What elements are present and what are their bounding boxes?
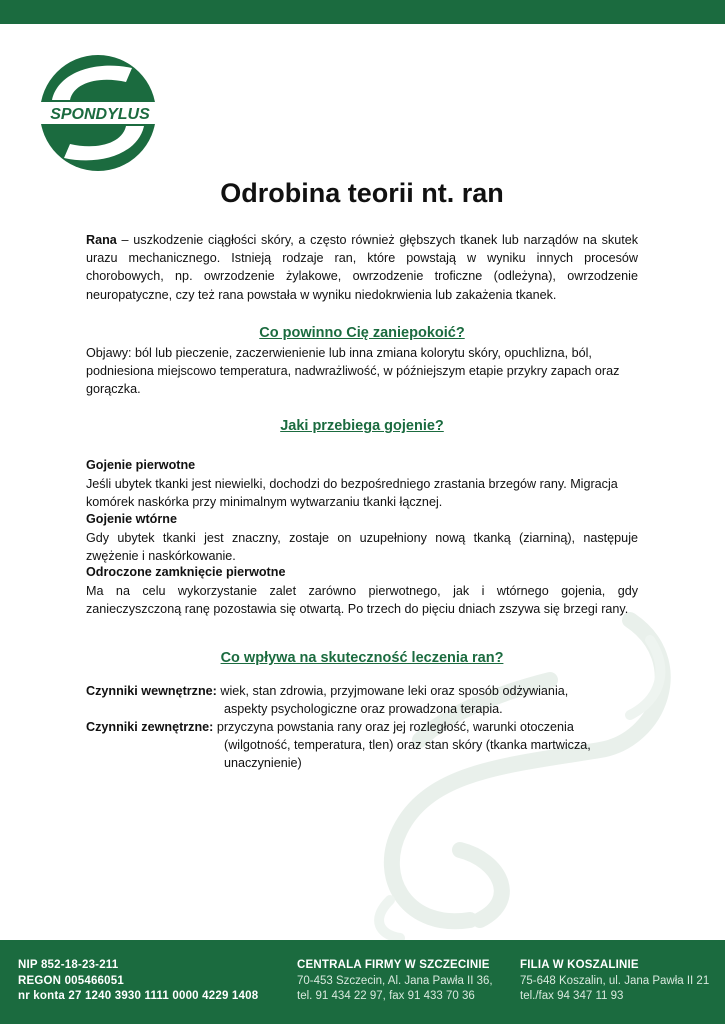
section-heading-healing: Jaki przebiega gojenie? xyxy=(280,418,444,434)
external-factors-line: unaczynienie) xyxy=(224,756,302,771)
healing-type-text: Ma na celu wykorzystanie zalet zarówno pierwotnego, jak i wtórnego gojenia, gdy zanieczyszczoną ranę pozostawia się otwartą. Po trzech do pięciu dniach zszywa się brzegi rany. xyxy=(86,584,638,617)
internal-factors-line: aspekty psychologiczne oraz prowadzona terapia. xyxy=(224,702,503,717)
footer xyxy=(0,940,725,1024)
footer-hq-phone: tel. 91 434 22 97, fax 91 433 70 36 xyxy=(297,990,475,1002)
footer-regon: REGON 005466051 xyxy=(18,974,124,987)
internal-factors xyxy=(86,682,638,718)
top-green-bar xyxy=(0,0,725,24)
footer-account: nr konta 27 1240 3930 1111 0000 4229 1408 xyxy=(18,990,259,1002)
footer-company-ids xyxy=(18,958,258,1005)
healing-type-title: Odroczone zamknięcie pierwotne xyxy=(86,565,286,579)
section-heading-factors: Co wpływa na skuteczność leczenia ran? xyxy=(220,650,504,666)
spondylus-logo xyxy=(34,52,166,174)
page-title: Odrobina teorii nt. ran xyxy=(220,178,504,208)
internal-factors-line: wiek, stan zdrowia, przyjmowane leki oraz sposób odżywiania, xyxy=(216,684,569,698)
footer-nip: NIP 852-18-23-211 xyxy=(18,959,119,971)
external-factors-label: Czynniki zewnętrzne: xyxy=(86,720,214,734)
external-factors xyxy=(86,718,638,773)
section-heading-warning: Co powinno Cię zaniepokoić? xyxy=(259,325,465,341)
svg-text:SPONDYLUS: SPONDYLUS xyxy=(50,106,150,123)
footer-branch-title: FILIA W KOSZALINIE xyxy=(520,959,639,971)
footer-hq-title: CENTRALA FIRMY W SZCZECINIE xyxy=(297,959,490,971)
footer-branch xyxy=(520,958,709,1005)
internal-factors-label: Czynniki wewnętrzne: xyxy=(86,684,217,698)
footer-branch-address: 75-648 Koszalin, ul. Jana Pawła II 21 xyxy=(520,974,710,987)
symptoms-paragraph: Objawy: ból lub pieczenie, zaczerwienienie lub inna zmiana kolorytu skóry, opuchlizna, ból, podniesiona miejscowo temperatura, nadwrażliwość, w późniejszym etapie przykry zapach oraz gorączka. xyxy=(86,346,620,397)
footer-branch-phone: tel./fax 94 347 11 93 xyxy=(520,990,624,1002)
healing-type-text: Jeśli ubytek tkanki jest niewielki, dochodzi do bezpośredniego zrastania brzegów rany. Migracja komórek naskórka przy minimalnym wytwarzaniu tkanki łącznej. xyxy=(86,477,618,510)
healing-type-text: Gdy ubytek tkanki jest znaczny, zostaje on uzupełniony nową tkanką (ziarniną), następuje zwężenie i naskórkowanie. xyxy=(86,531,638,564)
healing-type-title: Gojenie pierwotne xyxy=(86,458,196,472)
footer-hq-address: 70-453 Szczecin, Al. Jana Pawła II 36, xyxy=(297,974,493,987)
intro-text: – uszkodzenie ciągłości skóry, a często również głębszych tkanek lub narządów na skutek urazu mechanicznego. Istnieją rodzaje ran, które powstają w wyniku innych procesów chorobowych, np. owrzodzenie żylakowe, owrzodzenie troficzne (odleżyna), owrzodzenie neuropatyczne, czy też rana powstała w wyniku niedokrwienia lub zakażenia tkanek. xyxy=(86,233,638,302)
footer-headquarters xyxy=(297,958,493,1005)
healing-type-title: Gojenie wtórne xyxy=(86,512,177,526)
intro-term: Rana xyxy=(86,233,117,247)
external-factors-line: (wilgotność, temperatura, tlen) oraz stan skóry (tkanka martwicza, xyxy=(224,738,591,753)
intro-paragraph xyxy=(86,231,638,304)
external-factors-line: przyczyna powstania rany oraz jej rozległość, warunki otoczenia xyxy=(213,720,574,734)
